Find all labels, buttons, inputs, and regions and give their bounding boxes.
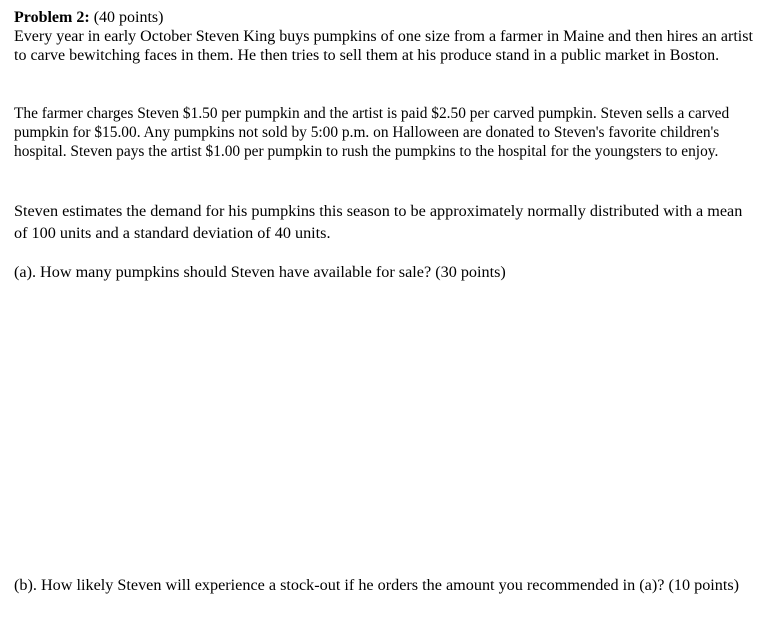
problem-label: Problem 2: xyxy=(14,9,90,26)
question-a: (a). How many pumpkins should Steven have available for sale? (30 points) xyxy=(14,263,506,281)
costs-paragraph: The farmer charges Steven $1.50 per pumpkin and the artist is paid $2.50 per carved pumpkin. Steven sells a carved pumpkin for $15.00. Any pumpkins not sold by 5:00 p.m. on Halloween are donated to Steven's favorite children's hospital. Steven pays the artist $1.00 per pumpkin to rush the pumpkins to the hospital for the youngsters to enjoy. xyxy=(14,105,730,160)
question-b: (b). How likely Steven will experience a stock-out if he orders the amount you recommended in (a)? (10 points) xyxy=(14,576,740,594)
intro-text: Every year in early October Steven King buys pumpkins of one size from a farmer in Maine and then hires an artist to carve bewitching faces in them. He then tries to sell them at his produce stand in a public market in Boston. xyxy=(14,28,753,64)
demand-paragraph: Steven estimates the demand for his pumpkins this season to be approximately normally distributed with a mean of 100 units and a standard deviation of 40 units. xyxy=(14,202,743,242)
answer-space-a xyxy=(14,288,754,568)
problem-points: (40 points) xyxy=(89,9,164,26)
problem-page xyxy=(14,8,754,594)
problem-intro xyxy=(14,8,754,65)
